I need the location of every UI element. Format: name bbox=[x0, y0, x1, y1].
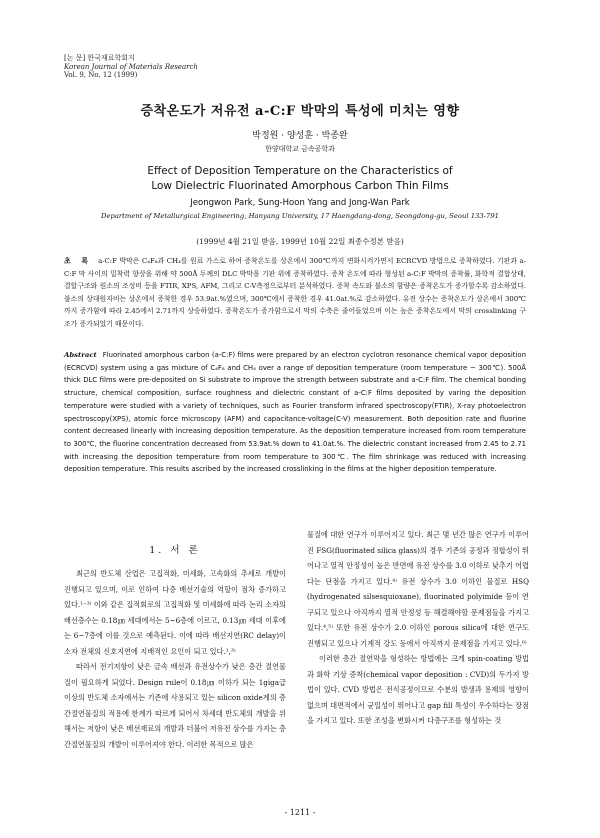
abstract-korean-label: 초 록 bbox=[64, 257, 93, 265]
abstract-korean bbox=[64, 255, 526, 331]
affiliation-english: Department of Metallurgical Engineering, Hanyang University, 17 Haengdang-dong, Seongdong-gu, Seoul 133-791 bbox=[101, 212, 499, 220]
journal-volume: Vol. 9, No. 12 (1999) bbox=[64, 71, 138, 79]
left-paragraph-1: 최근의 반도체 산업은 고집적화, 미세화, 고속화의 추세로 개발이 진행되고 있으며, 이로 인하여 다층 배선기술의 역할이 점차 증가하고 있다.¹⁻³⁾ 이와 같은 집적회로의 고집적화 및 미세화에 따라 논리 소자의 배선층수는 0.18㎛ 세대에서는 5~6층에 이르고, 0.13㎛ 세대 이후에는 6~7층에 이를 것으로 예측된다. 이에 따라 배선지연(RC delay)이 소자 전체의 신호지연에 지배적인 요인이 되고 있다.¹,³⁾ bbox=[64, 569, 286, 656]
abstract-english bbox=[64, 349, 526, 476]
title-english-line2: Low Dielectric Fluorinated Amorphous Carbon Thin Films bbox=[151, 180, 449, 192]
journal-name-ko: [논 문] 한국재료학회지 bbox=[64, 54, 135, 62]
abstract-english-label: Abstract bbox=[64, 351, 97, 359]
title-english bbox=[0, 164, 600, 194]
received-dates: (1999년 4월 21일 받음, 1999년 10월 22일 최종수정본 받음) bbox=[196, 237, 404, 246]
right-paragraph-1: 물질에 대한 연구가 이루어지고 있다. 최근 몇 년간 많은 연구가 이루어진 FSG(fluorinated silica glass)의 경우 기존의 공정과 정합성이 뛰어나고 열적 안정성이 높은 반면에 유전 상수를 3.0 이하로 낮추기 어렵다는 단점을 가지고 있다.⁴⁾ 유전 상수가 3.0 이하인 물질로 HSQ (hydrogenated silsesquioxane), fluorinated polyimide 등이 연구되고 있으나 아직까지 열적 안정성 등 해결해야할 문제점들을 가지고 있다.⁴,⁵⁾ 또한 유전 상수가 2.0 이하인 porous silica에 대한 연구도 진행되고 있으나 기계적 강도 등에서 아직까지 문제점을 가지고 있다.⁶⁾ bbox=[307, 530, 529, 648]
section-heading-introduction: 1. 서 론 bbox=[149, 545, 201, 556]
journal-name-en: Korean Journal of Materials Research bbox=[64, 62, 198, 71]
right-column bbox=[307, 527, 529, 729]
right-paragraph-2: 이러한 층간 절연막을 형성하는 방법에는 크게 spin-coating 방법과 화학 기상 증착(chemical vapor deposition : CVD)의 두가지 방법이 있다. CVD 방법은 전식공정이므로 수분의 발생과 용제의 영향이 없으며 대면적에서 균일성이 뛰어나고 gap fill 특성이 우수하다는 장점을 가지고 있다. 또한 조성을 변화시켜 다층구조를 형성하는 것 bbox=[307, 654, 529, 725]
authors-korean: 박정원 · 양성훈 · 박종완 bbox=[252, 131, 348, 141]
abstract-english-text: Fluorinated amorphous carbon (a-C:F) films were prepared by an electron cyclotron resonance chemical vapor deposition (ECRCVD) system using a gas mixture of C₄F₈ and CH₄ over a range of deposition temperature (room temperature ~ 300℃). 500Å thick DLC films were pre-deposited on Si substrate to improve the strength between substrate and a-C:F film. The chemical bonding structure, chemical composition, surface roughness and dielectric constant of a-C:F films deposited by varing the deposition temperature were studied with a variety of techniques, such as Fourier transform infrared spectroscopy(FTIR), X-ray photoelectron spectroscopy(XPS), atomic force microscopy (AFM) and capacitance-voltage(C-V) measurement. Both deposition rate and fluorine content decreased linearly with increasing deposition temperature. As the deposition temperature increased from room temperature to 300℃, the fluorine concentration decreased from 53.9at.% down to 41.0at.%. The dielectric constant increased from 2.45 to 2.71 with increasing the deposition temperature from room temperature to 300℃. The film shrinkage was reduced with increasing deposition temperature. This results ascribed by the increased crosslinking in the films at the higher deposition temperature. bbox=[64, 351, 526, 474]
page-number: - 1211 - bbox=[284, 808, 316, 817]
abstract-korean-text: a-C:F 박막은 C₄F₈과 CH₄를 원료 가스로 하여 증착온도를 상온에서 300℃까지 변화시켜가면서 ECRCVD 방법으로 증착하였다. 기판과 a-C:F 막 사이의 밀착력 향상을 위해 약 500Å 두께의 DLC 박막을 기판 위에 증착하였다. 증착 온도에 따라 형성된 a-C:F 박막의 증착률, 화학적 결합상태, 결합구조와 원소의 조성비 등을 FTIR, XPS, AFM, 그리고 C-V측정으로부터 분석하였다. 증착 속도와 불소의 함량은 증착온도가 증가할수록 감소하였다. 불소의 상대원자비는 상온에서 증착한 경우 53.9at.%였으며, 300℃에서 증착한 경우 41.0at.%로 감소하였다. 유전 상수는 증착온도가 상온에서 300℃까지 증가함에 따라 2.45에서 2.71까지 상승하였다. 증착온도가 증가함으로서 막의 수축은 줄어들었으며 이는 높은 증착온도에서 막의 crosslinking 구조가 증가되었기 때문이다. bbox=[64, 257, 526, 328]
affiliation-korean: 한양대학교 금속공학과 bbox=[265, 145, 335, 153]
title-korean: 증착온도가 저유전 a-C:F 박막의 특성에 미치는 영향 bbox=[140, 104, 460, 119]
journal-header bbox=[64, 54, 198, 80]
authors-english: Jeongwon Park, Sung-Hoon Yang and Jong-Wan Park bbox=[190, 198, 410, 208]
left-paragraph-2: 따라서 전기저항이 낮은 금속 배선과 유전상수가 낮은 층간 절연물질이 필요하게 되었다. Design rule이 0.18㎛ 이하가 되는 1giga급 이상의 반도체 소자에서는 기존에 사용되고 있는 silicon oxide계의 층간절연물질의 적용에 한계가 따르게 되어서 차세대 반도체의 개발을 위해서는 저항이 낮은 배선재료의 개발과 더불어 저유전 상수를 가지는 층간절연물질의 개발이 이루어져야 한다. 이러한 목적으로 많은 bbox=[64, 662, 286, 749]
left-column bbox=[64, 566, 286, 752]
title-english-line1: Effect of Deposition Temperature on the Characteristics of bbox=[147, 165, 453, 177]
